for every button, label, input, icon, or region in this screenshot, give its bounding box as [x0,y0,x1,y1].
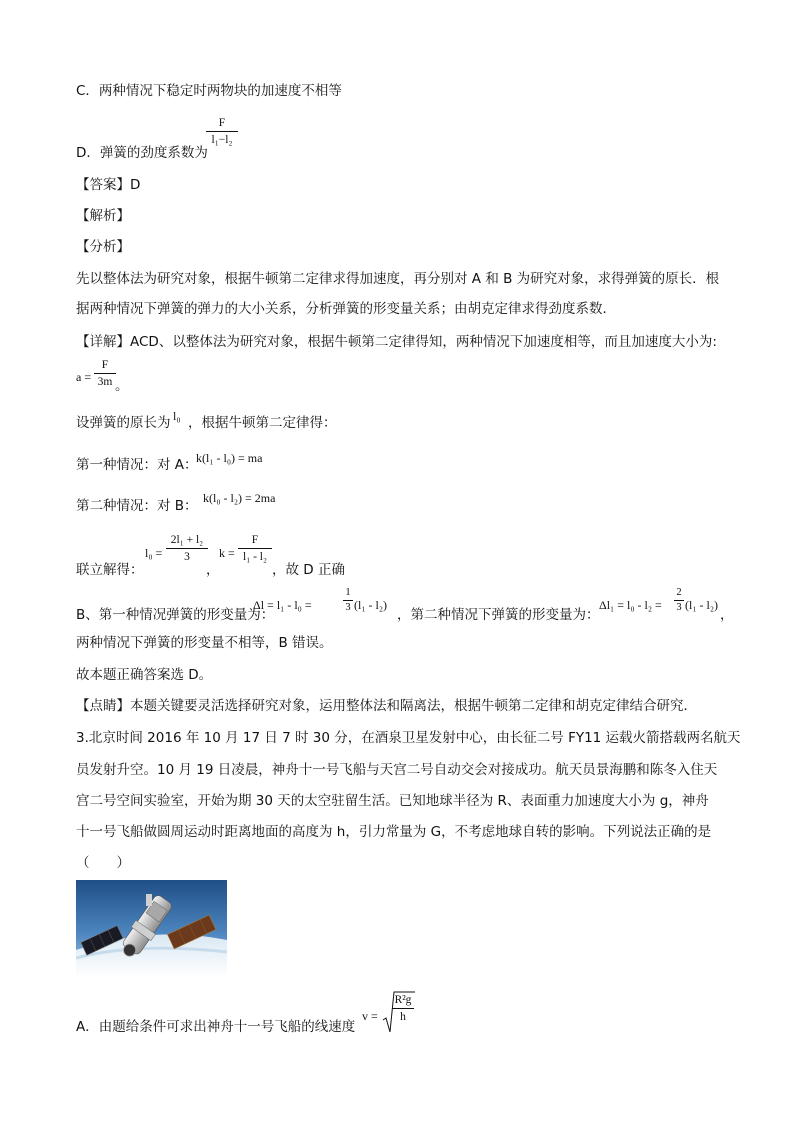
set-l0-rest: ，根据牛顿第二定律得： [188,415,337,431]
dl1-rhs: (l₁ - l₂) [354,598,388,612]
option-a: A．由题给条件可求出神舟十一号飞船的线速度 [76,1019,356,1035]
b-line1-end: ， [720,607,734,623]
dl1-fraction [343,587,353,614]
formula-a-lhs: a = [76,370,92,384]
q3-line: 3.北京时间 2016 年 10 月 17 日 7 时 30 分，在酒泉卫星发射中心，由长征二号 FY11 运载火箭搭载两名航天 [76,730,741,746]
q3-line: 宫二号空间实验室，开始为期 30 天的太空驻留生活。已知地球半径为 R、表面重力加速度大小为 g，神舟 [76,793,709,809]
dl2-lhs: Δl₁ = l₀ - l₂ = [599,598,662,612]
frac-den: 3m [97,376,113,388]
spacecraft-photo-icon [76,880,227,978]
q3-paren: （ ） [76,855,130,871]
dianjing: 【点睛】本题关键要灵活选择研究对象，运用整体法和隔离法，根据牛顿第二定律和胡克定律结合研究． [76,698,697,714]
q3-line: 员发射升空。10 月 19 日凌晨，神舟十一号飞船与天宫二号自动交会对接成功。航天员景海鹏和陈冬入住天 [76,762,718,778]
frac-den: h [400,1011,406,1023]
formula-a-fraction [94,358,116,389]
case2-text: 第二种情况：对 B： [76,498,198,514]
frac-den: l₁−l₂ [211,134,233,146]
frac-num: 2 [676,587,682,598]
b-line1-mid: ，第二种情况下弹簧的形变量为： [397,607,600,623]
frac-num: 1 [345,587,351,598]
fenxi-label: 【分析】 [76,239,130,255]
analysis-label: 【解析】 [76,208,130,224]
case1-text: 第一种情况：对 A： [76,457,198,473]
v-fraction [392,993,414,1024]
option-c: C．两种情况下稳定时两物块的加速度不相等 [76,83,342,99]
conclusion: 故本题正确答案选 D。 [76,667,213,683]
frac-num: 2l₁ + l₂ [170,534,204,546]
paragraph-line: 据两种情况下弹簧的弹力的大小关系，分析弹簧的形变量关系；由胡克定律求得劲度系数． [76,301,616,317]
dl2-rhs: (l₁ - l₂) [685,598,719,612]
b-line2: 两种情况下弹簧的形变量不相等，B 错误。 [76,635,333,651]
dl2-fraction [674,587,684,614]
frac-num: R²g [394,994,412,1006]
paragraph-line: 先以整体法为研究对象，根据牛顿第二定律求得加速度，再分别对 A 和 B 为研究对象，求得弹簧的原长．根 [76,271,720,287]
set-l0-text: 设弹簧的原长为 [76,415,171,431]
l0-fraction [166,533,208,564]
answer-label: 【答案】D [76,177,141,193]
q3-line: 十一号飞船做圆周运动时距离地面的高度为 h，引力常量为 G，不考虑地球自转的影响。下列说法正确的是 [76,824,712,840]
frac-den: 3 [345,602,351,613]
frac-num: F [218,117,226,129]
l0-lhs: l₀ = [145,546,163,560]
frac-den: l₁ - l₂ [243,551,267,563]
period: 。 [115,378,129,394]
v-lhs: v = [362,1009,378,1023]
detail-line: 【详解】ACD、以整体法为研究对象，根据牛顿第二定律得知，两种情况下加速度相等，而且加速度大小为: [76,334,717,350]
k-fraction [238,533,272,564]
b-line1: B、第一种情况弹簧的形变量为： [76,607,275,623]
frac-den: 3 [184,551,190,563]
case2-equation: k(l₀ - l₂) = 2ma [203,491,276,505]
formula-d-fraction [206,116,238,147]
frac-num: F [251,534,259,546]
frac-num: F [101,359,109,371]
option-d: D．弹簧的劲度系数为 [76,145,208,161]
solve-comma: ， [206,562,220,578]
l0-symbol: l₀ [173,409,181,423]
case1-equation: k(l₁ - l₀) = ma [196,451,263,465]
frac-den: 3 [676,602,682,613]
solve-end: ，故 D 正确 [272,562,345,578]
solve-text: 联立解得： [76,562,144,578]
k-lhs: k = [219,546,235,560]
dl1-lhs: Δl = l₁ - l₀ = [253,598,312,612]
